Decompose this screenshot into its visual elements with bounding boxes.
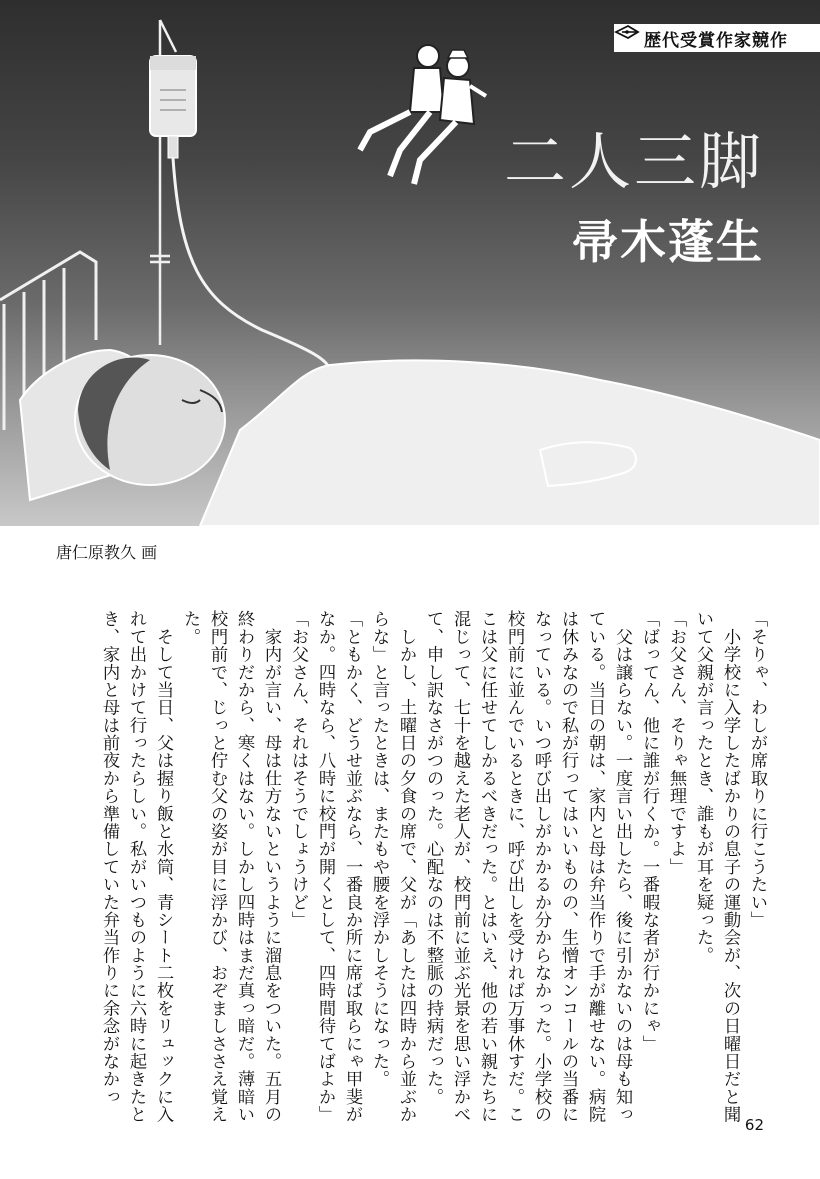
series-banner (614, 24, 820, 52)
iv-bag (150, 56, 196, 158)
author-name: 帚木蓬生 (572, 215, 764, 269)
body-line: らな」と言ったときは、またもや腰を浮かしそうになった。 (369, 610, 389, 1088)
story-title: 二人三脚 (503, 125, 764, 198)
pen-nib-icon (614, 24, 644, 52)
body-line: 「お父さん、それはそうでしょうけど」 (288, 610, 308, 929)
body-line: 「お父さん、そりゃ無理ですよ」 (666, 610, 686, 876)
illustrator-credit: 唐仁原教久 画 (56, 543, 158, 562)
body-line: なか。四時なら、八時に校門が開くとして、四時間待てばよか」 (315, 610, 335, 1124)
body-line: ている。当日の朝は、家内と母は弁当作りで手が離せない。病院 (585, 610, 605, 1124)
three-legged-race-figures (360, 45, 486, 184)
body-line: いて父親が言ったとき、誰もが耳を疑った。 (693, 610, 713, 964)
page-number: 62 (744, 1116, 764, 1134)
iv-tube (173, 158, 330, 372)
story-illustration (0, 0, 820, 526)
body-line: 校門前で、じっと佇む父の姿が目に浮かび、おぞましささえ覚え (207, 610, 227, 1124)
body-line: 父は譲らない。一度言い出したら、後に引かないのは母も知っ (612, 610, 632, 1124)
body-line: 小学校に入学したばかりの息子の運動会が、次の日曜日だと聞 (720, 610, 740, 1124)
body-line: た。 (180, 610, 200, 646)
body-line: 「ばってん、他に誰が行くか。一番暇な者が行かにゃ」 (639, 610, 659, 1053)
body-line: しかし、土曜日の夕食の席で、父が「あしたは四時から並ぶか (396, 610, 416, 1124)
bed-blanket (200, 360, 820, 526)
body-line: こは父に任せてしかるべきだった。とはいえ、他の若い親たちに (477, 610, 497, 1124)
body-line: 終わりだから、寒くはない。しかし四時はまだ真っ暗だ。薄暗い (234, 610, 254, 1124)
body-line: て、申し訳なさがつのった。心配なのは不整脈の持病だった。 (423, 610, 443, 1106)
body-line: れて出かけて行ったらしい。私がいつものように六時に起きたと (126, 610, 146, 1124)
body-line: 家内が言い、母は仕方ないというように溜息をついた。五月の (261, 610, 281, 1124)
body-line: 混じって、七十を越えた老人が、校門前に並ぶ光景を思い浮かべ (450, 610, 470, 1124)
body-line: そして当日、父は握り飯と水筒、青シート二枚をリュックに入 (153, 610, 173, 1124)
body-line: は休みなので私が行ってはいいものの、生憎オンコールの当番に (558, 610, 578, 1124)
body-line: 校門前に並んでいるときに、呼び出しを受ければ万事休すだ。こ (504, 610, 524, 1124)
body-line: き、家内と母は前夜から準備していた弁当作りに余念がなかっ (99, 610, 119, 1106)
body-line: なっている。いつ呼び出しがかかるか分からなかった。小学校の (531, 610, 551, 1124)
body-line: 「そりゃ、わしが席取りに行こうたい」 (747, 610, 767, 929)
patient-head (75, 355, 225, 485)
story-body (70, 610, 770, 1132)
body-line: 「ともかく、どうせ並ぶなら、一番良か所に席ば取らにゃ甲斐が (342, 610, 362, 1124)
series-label: 歴代受賞作家競作 (644, 30, 788, 51)
